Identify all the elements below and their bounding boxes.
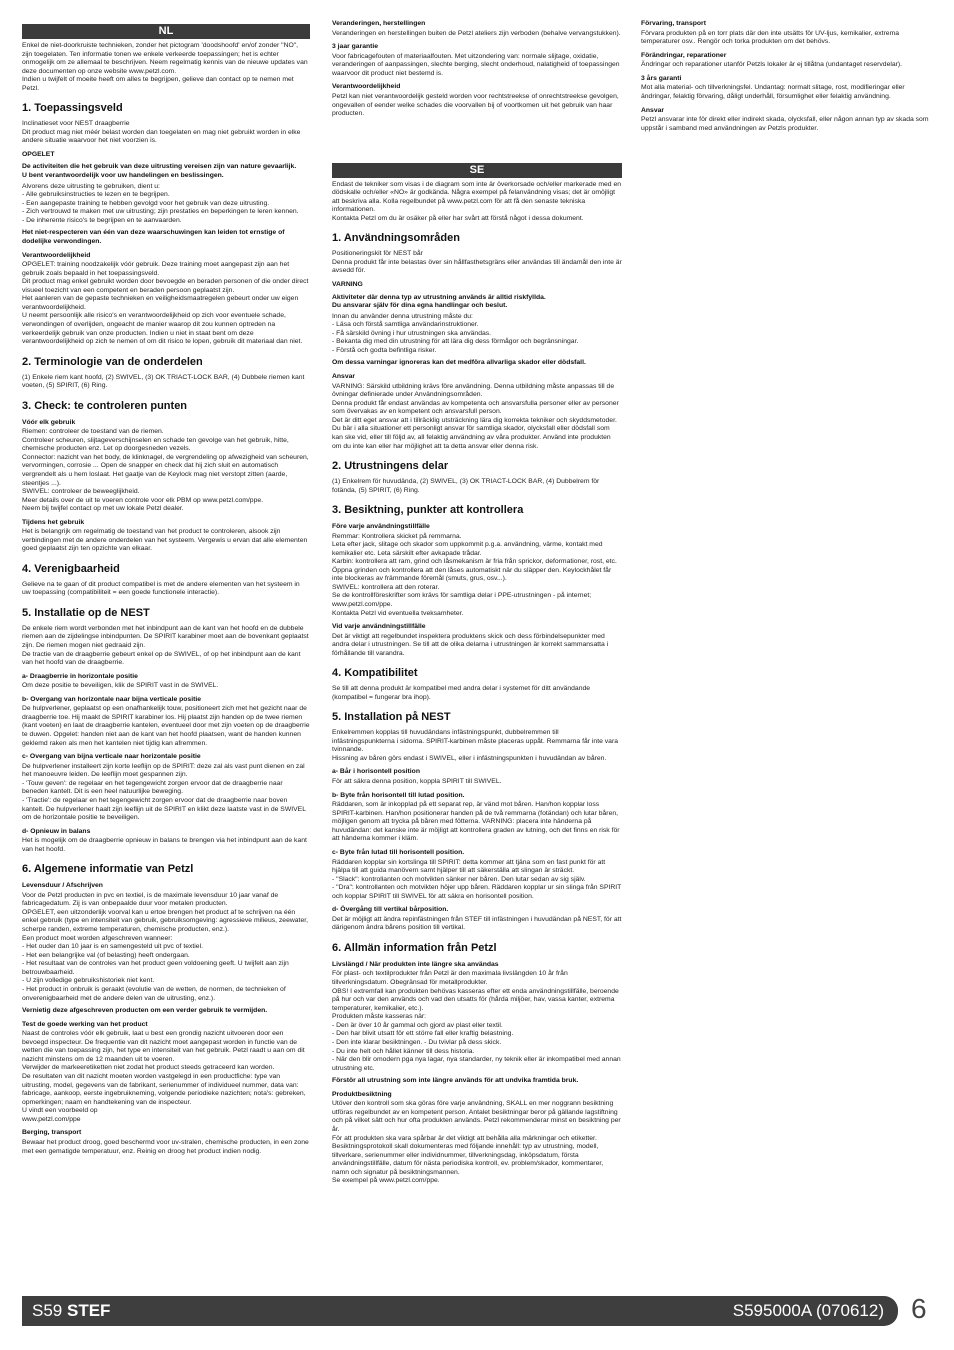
subheading: Ansvar (641, 106, 665, 114)
paragraph: Förvara produkten på en torr plats där den inte utsätts för UV-ljus, kemikalier, extrema temperaturer osv.. Rengör och torka produkten om det behövs. (641, 29, 900, 46)
intro-text: Enkel de niet-doorkruiste technieken, zonder het pictogram 'doodshoofd' en/of zonder "NO", zijn toegelaten. Ten informatie tonen we enkele verkeerde toepassingen; het is echter onmogelijk om ze allemaal te beschrijven. Neem regelmatig kennis van de nieuwe updates van deze documenten op onze website www.petzl.com. Indien u twijfelt of moeite heeft om alles te begrijpen, gelieve dan contact op te nemen met Petzl. (22, 42, 308, 92)
subheading: a- Bår i horisontell position (332, 768, 420, 776)
paragraph: Gelieve na te gaan of dit product compatibel is met de andere elementen van het systeem in uw toepassing (compatibiliteit = een goede functionele interactie). (22, 580, 300, 597)
paragraph: Det är viktigt att regelbundet inspektera produktens skick och dess förbindelsepunkter med andra delar i utrustningen. Se till att de olika delarna i utrustningen är korrekt sammansatta i förhållande till varandra. (332, 632, 609, 657)
paragraph: Riemen: controleer de toestand van de riemen. Controleer scheuren, slijtageverschijnselen en schade ten gevolge van het gebruik, hitte, chemische producten enz. Let op doorgesneden vezels. Connector: nazicht van het body, de klinknagel, de vergrendeling op afwezigheid van scheuren, vervormingen, corrosie ... Open de snapper en check dat hij zich sluit en automatisch vergrendelt als u hem loslaat. Het gaatje van de Keylock mag niet verstopt zitten (aarde, steentjes ...). SWIVEL: controleer de beweeglijkheid. Meer details over de uit te voeren controle voor elk PBM op www.petzl.com/ppe. Neem bij twijfel contact op met uw lokale Petzl dealer. (22, 428, 309, 513)
paragraph: Enkelremmen kopplas till huvudändans infästningspunkt, dubbelremmen till infästningspunkterna i sidorna. SPIRIT-karbinen måste placeras uppåt. Remmarna får inte vara tvinnande. Hissning av båren görs endast i SWIVEL, eller i infästningspunkten i huvudändan av båren. (332, 729, 618, 762)
subheading: Test de goede werking van het product (22, 1020, 148, 1028)
column-se (332, 20, 622, 1270)
document-reference: S595000A (070612) (732, 1301, 884, 1320)
subheading: d- Opnieuw in balans (22, 827, 91, 835)
warning-text: Aktiviteter där denna typ av utrustning används är alltid riskfyllda. Du ansvarar själv för dina egna handlingar och beslut. (332, 293, 546, 310)
section-title: 3. Check: te controleren punten (22, 399, 188, 412)
paragraph: Bewaar het product droog, goed beschermd voor uv-stralen, chemische producten, in een zone met een gematigde temperatuur, enz. Reinig en droog het product indien nodig. (22, 1138, 309, 1155)
paragraph: Voor fabricagefouten of materiaalfouten. Met uitzondering van: normale slijtage, oxidatie, veranderingen of aanpassingen, slechte berging, slecht onderhoud, nalatigheid of toepassingen waarvoor dit product niet bestemd is. (332, 52, 620, 77)
paragraph: Om deze positie te beveiligen, klik de SPIRIT vast in de SWIVEL. (22, 682, 219, 690)
section-title: 1. Toepassingsveld (22, 102, 123, 115)
product-code: S59 (32, 1301, 63, 1320)
warning-label: OPGELET (22, 150, 55, 158)
subheading: Produktbesiktning (332, 1090, 392, 1098)
paragraph: Alvorens deze uitrusting te gebruiken, dient u: - Alle gebruiksinstructies te lezen en te begrijpen. - Een aangepaste training te hebben gevolgd voor het gebruik van deze uitrusting. - Zich vertrouwd te maken met uw uitrusting; zijn prestaties en beperkingen te leren kennen. - De inherente risico's te begrijpen en te aanvaarden. (22, 182, 299, 224)
paragraph: Inclinatieset voor NEST draagberrie Dit product mag niet méér belast worden dan toegelaten en mag niet gebruikt worden in elke andere situatie waarvoor het niet voorzien is. (22, 120, 301, 145)
intro-text: Endast de tekniker som visas i de diagram som inte är överkorsade och/eller markerade med en dödskalle och/eller «NO» är godkända. Några exempel på felanvändning visas; det är omöjligt att beskriva alla. Kolla regelbundet på www.petzl.com för att få den senaste tekniska informationen. Kontakta Petzl om du är osäker på eller har svårt att förstå något i dessa dokument. (332, 180, 622, 222)
paragraph: VARNING: Särskild utbildning krävs före användning. Denna utbildning måste anpassas till de övningar definierade under Användningsområden. Denna produkt får endast användas av kompetenta och ansvarsfulla personer eller av personer som övervakas av en kompetent och ansvarsfull person. Det är ditt eget ansvar att i tillräcklig utsträckning lära dig korrekta tekniker och skyddsmetoder. Du bär i alla situationer ett personligt ansvar för samtliga skador, olycksfall eller dödsfall som kan ske vid, eller till följd av, all felaktig användning av våra produkter. Använd inte produkten om du inte kan eller har möjlighet att ta detta ansvar eller denna risk. (332, 382, 619, 450)
subheading: Ansvar (332, 373, 356, 381)
paragraph: Het is mogelijk om de draagberrie opnieuw in balans te brengen via het inbindpunt aan de kant van het hoofd. (22, 837, 307, 853)
subheading: 3 års garanti (641, 74, 682, 82)
subheading: b- Byte från horisontell till lutad position. (332, 791, 465, 799)
subheading: a- Draagberrie in horizontale positie (22, 672, 138, 680)
subheading: 3 jaar garantie (332, 43, 379, 51)
paragraph: Naast de controles vóór elk gebruik, laat u best een grondig nazicht uitvoeren door een bevoegd inspecteur. De frequentie van dit nazicht moet aangepast worden in functie van de wetten die van toepassing zijn, het type en intensiteit van het gebruik. Petzl raadt u aan om dit nazicht minstens om de 12 maanden uit te voeren. Verwijder de markeeretiketten niet zodat het product steeds getraceerd kan worden. De resultaten van dit nazicht moeten worden vastgelegd in een productfiche: type van uitrusting, model, gegevens van de fabrikant, serienummer of individueel nummer, data van: fabricage, aankoop, eerste ingebruikneming, volgende periodieke nazichten; nota's: gebreken, opmerkingen; naam en handtekening van de inspecteur. U vindt een voorbeeld op www.petzl.com/ppe (22, 1030, 306, 1123)
paragraph: Voor de Petzl producten in pvc en textiel, is de maximale levensduur 10 jaar vanaf de fabricagedatum. Zij is van onbepaalde duur voor metalen producten. OPGELET, een uitzonderlijk voorval kan u ertoe brengen het product af te schrijven na één enkel gebruik (type en intensiteit van gebruik, gebruiksomgeving: agressieve milieus, zeewater, scherpe randen, extreme temperaturen, chemische producten, enz.). Een product moet worden afgeschreven wanneer: - Het ouder dan 10 jaar is en samengesteld uit pvc of textiel. - Het een belangrijke val (of belasting) heeft ondergaan. - Het resultaat van de controles van het product geen voldoening geeft. U twijfelt aan zijn betrouwbaarheid. - U zijn volledige gebruikshistoriek niet kent. - Het product in onbruik is geraakt (evolutie van de wetten, de normen, de technieken of onverenigbaarheid met de andere delen van de uitrusting, enz.). (22, 891, 309, 1002)
warning-text: Förstör all utrustning som inte längre används för att undvika framtida bruk. (332, 1077, 579, 1085)
subheading: Veranderingen, herstellingen (332, 20, 426, 27)
section-title: 5. Installation på NEST (332, 711, 451, 724)
subheading: Tijdens het gebruik (22, 518, 85, 526)
paragraph: Het is belangrijk om regelmatig de toestand van het product te controleren, alsook zijn verbindingen met de andere onderdelen van het systeem. Vergewis u ervan dat alle elementen goed geplaatst zijn ten opzichte van elkaar. (22, 528, 308, 553)
paragraph: Mot alla material- och tillverkningsfel. Undantag: normalt slitage, rost, modifieringar eller ändringar, felaktig förvaring, dåligt underhåll, försumlighet eller felaktig användning. (641, 84, 905, 100)
subheading: c- Byte från lutad till horisontell position. (332, 848, 465, 856)
column-se-continued (641, 20, 933, 180)
paragraph: Petzl kan niet verantwoordelijk gesteld worden voor rechtstreekse of onrechtstreekse gevolgen, ongevallen of eender welke schades die voorvallen bij of voortkomen uit het gebruik van haar producten. (332, 92, 619, 118)
subheading: Förändringar, reparationer (641, 51, 727, 59)
column-nl (22, 24, 310, 1214)
paragraph: För att säkra denna position, koppla SPIRIT till SWIVEL. (332, 778, 502, 786)
warning-text: Om dessa varningar ignoreras kan det medföra allvarliga skador eller dödsfall. (332, 359, 586, 367)
language-banner-nl: NL (22, 24, 310, 39)
paragraph: Räddaren, som är inkopplad på ett separat rep, är vänd mot båren. Han/hon kopplar loss SPIRIT-karbinen. Han/hon positionerar handen på de två remmarna (fotändan) och lutar båren, möjligen genom att trycka på båren med fötterna. VARNING: placera inte händerna på huvudändan: det kanske inte är möjligt att kontrollera graden av lutning, och det finns en risk för att händerna kommer i kläm. (332, 801, 620, 843)
warning-text: Vernietig deze afgeschreven producten om een verder gebruik te vermijden. (22, 1007, 268, 1015)
paragraph: Räddaren kopplar sin kortslinga till SPIRIT: detta kommer att tjäna som en fast punkt för att hjälpa till att guida manövern samt hjälper till att säkerställa att slingan är sträckt. - "Slack": kontrollanten och motvikten sänker ner båren. Den lutar sedan av sig själv. - "Dra": kontrollanten och motvikten höjer upp båren. Räddaren kopplar ur sin slinga från SPIRIT och kopplar SPIRIT till SWIVEL för att säkra en horisontell position. (332, 858, 622, 900)
paragraph: Remmar: Kontrollera skicket på remmarna. Leta efter jack, slitage och skador som uppkommit p.g.a. användning, värme, kontakt med kemikalier etc. Leta särskilt efter avkapade trådar. Karbin: kontrollera att ram, grind och låsmekanism är fria från sprickor, deformationer, rost, etc. Öppna grinden och kontrollera att den låses automatiskt när du släpper den. Keylockhålet får inte blockeras av främmande föremål (smuts, grus, osv...). SWIVEL: kontrollera att den roterar. Se de kontrollföreskrifter som krävs för samtliga delar i PPE-utrustningen - på internet; www.petzl.com/ppe. Kontakta Petzl vid eventuella tveksamheter. (332, 532, 617, 617)
subheading: Berging, transport (22, 1129, 82, 1137)
section-title: 5. Installatie op de NEST (22, 607, 150, 619)
paragraph: De enkele riem wordt verbonden met het inbindpunt aan de kant van het hoofd en de dubbele riemen aan de zijdelingse inbindpunten. De SPIRIT karabiner moet aan de bovenkant geplaatst zijn. De riemen mogen niet gedraaid zijn. De tractie van de draagberrie gebeurt enkel op de SWIVEL, of op het inbindpunt aan de kant van het hoofd van de draagberrie. (22, 624, 309, 667)
subheading: Förvaring, transport (641, 20, 706, 27)
section-title: 6. Algemene informatie van Petzl (22, 863, 194, 876)
section-title: 1. Användningsområden (332, 232, 460, 245)
warning-label: VARNING (332, 280, 363, 288)
subheading: Före varje användningstillfälle (332, 522, 430, 530)
product-name: STEF (66, 1301, 111, 1320)
section-title: 2. Utrustningens delar (332, 460, 449, 473)
paragraph: De hulpverlener installeert zijn korte leeflijn op de SPIRIT: deze zal als vast punt dienen en zal het manoeuvre leiden. De leeflijn moet gespannen zijn. - 'Touw geven': de regelaar en het tegengewicht zorgen ervoor dat de draagberrie naar beneden kantelt. Dit is een heel natuurlijke beweging. - 'Tractie': de regelaar en het tegengewicht zorgen ervoor dat de draagberrie naar boven kantelt. De hulpverlener haalt zijn leeflijn uit de SPIRIT en klikt deze laatste vast in de SWIVEL om de horizontale positie te beveiligen. (22, 762, 306, 822)
paragraph: Det är möjligt att ändra repinfästningen från STEF till infästningen i huvudändan på NEST, för att därigenom ändra bårens position till vertikal. (332, 915, 622, 932)
paragraph: Positioneringskit för NEST bår Denna produkt får inte belastas över sin hållfasthetsgräns eller användas till ändamål den inte är avsedd för. (332, 250, 622, 275)
subheading: Verantwoordelijkheid (22, 251, 91, 259)
section-title: 3. Besiktning, punkter att kontrollera (332, 504, 524, 517)
warning-text: Het niet-respecteren van één van deze waarschuwingen kan leiden tot ernstige of dodelijke verwondingen. (22, 229, 285, 245)
section-title: 2. Terminologie van de onderdelen (22, 355, 203, 368)
subheading: Levensduur / Afschrijven (22, 882, 103, 890)
paragraph: (1) Enkelrem för huvudända, (2) SWIVEL, (3) OK TRIACT-LOCK BAR, (4) Dubbelrem för fotända, (5) SPIRIT, (6) Ring. (332, 477, 600, 494)
paragraph: Petzl ansvarar inte för direkt eller indirekt skada, olycksfall, eller någon annan typ av skada som uppstår i samband med användningen av Petzls produkter. (641, 116, 929, 132)
paragraph: Utöver den kontroll som ska göras före varje användning, SKALL en mer noggrann besiktning utföras regelbundet av en kompetent person. Antalet besiktningar beror på gällande lagstiftning och på vilket sätt och hur ofta produkten används. Petzl rekommenderar minst en besiktning per år. För att produkten ska vara spårbar är det viktigt att behålla alla märkningar och etiketter. Besiktningsprotokoll skall dokumenteras med följande innehåll: typ av utrustning, modell, tillverkare, serienummer eller individnummer, tillverkningsdag, inköpsdatum, första användningstillfälle, datum för nästa periodiska kontroll, ev. problem/skador, kommentarer, namn och signatur på besiktningsmannen. Se exempel på www.petzl.com/ppe. (332, 1100, 621, 1185)
subheading: Livslängd / När produkten inte längre ska användas (332, 960, 499, 968)
section-title: 4. Kompatibilitet (332, 667, 418, 680)
subheading: Vid varje användningstillfälle (332, 623, 426, 631)
paragraph: För plast- och textilprodukter från Petzl är den maximala livslängden 10 år från tillverkningsdatum. Obegränsad för metallprodukter. OBS! I extremfall kan produkten behövas kasseras efter ett enda användningstillfälle, beroende på hur och var den används och vad den utsatts för (hårda miljöer, hav, vassa kanter, extrema temperaturer, kemikalier, etc.). Produkten måste kasseras när: - Den är över 10 år gammal och gjord av plast eller textil. - Den har blivit utsatt för ett större fall eller kraftig belastning. - Den inte klarar besiktningen. - Du tvivlar på dess skick. - Du inte helt och hållet känner till dess historia. - När den blir omodern pga nya lagar, nya standarder, ny teknik eller är inkompatibel med annan utrustning etc. (332, 970, 621, 1072)
subheading: Vóór elk gebruik (22, 418, 76, 426)
subheading: d- Övergång till vertikal bårposition. (332, 906, 449, 914)
section-title: 6. Allmän information från Petzl (332, 942, 497, 955)
subheading: b- Overgang van horizontale naar bijna verticale positie (22, 695, 202, 703)
section-title: 4. Verenigbaarheid (22, 563, 120, 576)
footer-bar (22, 1296, 898, 1326)
paragraph: Se till att denna produkt är kompatibel med andra delar i systemet för ditt användande (kompatibel = fungerar bra ihop). (332, 685, 591, 701)
paragraph: OPGELET: training noodzakelijk vóór gebruik. Deze training moet aangepast zijn aan het gebruik zoals bepaald in het toepassingsveld. Dit product mag enkel gebruikt worden door bevoegde en beraden personen of die onder direct visueel toezicht van een competent en beraden persoon geplaatst zijn. Het aanleren van de gepaste technieken en veiligheidsmaatregelen gebeurt onder uw eigen verantwoordelijkheid. U neemt persoonlijk alle risico's en verantwoordelijkheid op zich voor eventuele schade, verwondingen of overlijden, ongeacht de manier waarop dit zou kunnen optreden na verkeerdelijk gebruik van onze producten. Indien u niet in staat bent om deze verantwoordelijkheid op zich te nemen of om dit risico te lopen, gebruik dit materiaal dan niet. (22, 261, 309, 346)
language-banner-se: SE (332, 163, 622, 178)
warning-text: De activiteiten die het gebruik van deze uitrusting vereisen zijn van nature gevaarlijk. U bent verantwoordelijk voor uw handelingen en beslissingen. (22, 163, 297, 180)
product-label (32, 1301, 110, 1321)
subheading: Verantwoordelijkheid (332, 83, 401, 91)
paragraph: (1) Enkele riem kant hoofd, (2) SWIVEL, (3) OK TRIACT-LOCK BAR, (4) Dubbele riemen kant voeten, (5) SPIRIT, (6) Ring. (22, 373, 305, 390)
paragraph: Innan du använder denna utrustning måste du: - Läsa och förstå samtliga användarinstruktioner. - Få särskild övning i hur utrustningen ska användas. - Bekanta dig med din utrustning för att lära dig dess förmågor och begränsningar. - Förstå och godta befintliga risker. (332, 312, 579, 354)
paragraph: Ändringar och reparationer utanför Petzls lokaler är ej tillåtna (undantaget reservdelar). (641, 61, 903, 69)
page-number: 6 (911, 1293, 927, 1324)
paragraph: Veranderingen en herstellingen buiten de Petzl ateliers zijn verboden (behalve vervangstukken). (332, 29, 621, 37)
subheading: c- Overgang van bijna verticale naar horizontale positie (22, 753, 201, 761)
paragraph: De hulpverlener, geplaatst op een onafhankelijk touw, positioneert zich met het gezicht naar de draagberrie toe. Hij maakt de SPIRIT karabiner los. Hij plaatst zijn handen op de twee riemen (kant voeten) en laat de draagberrie kantelen, eventueel door met zijn voeten op de draagberrie te duwen. Opgelet: handen niet aan de kant van het hoofd plaatsen, want de handen kunnen geklemd raken als men het kantelen niet tijdig kan afremmen. (22, 705, 310, 747)
